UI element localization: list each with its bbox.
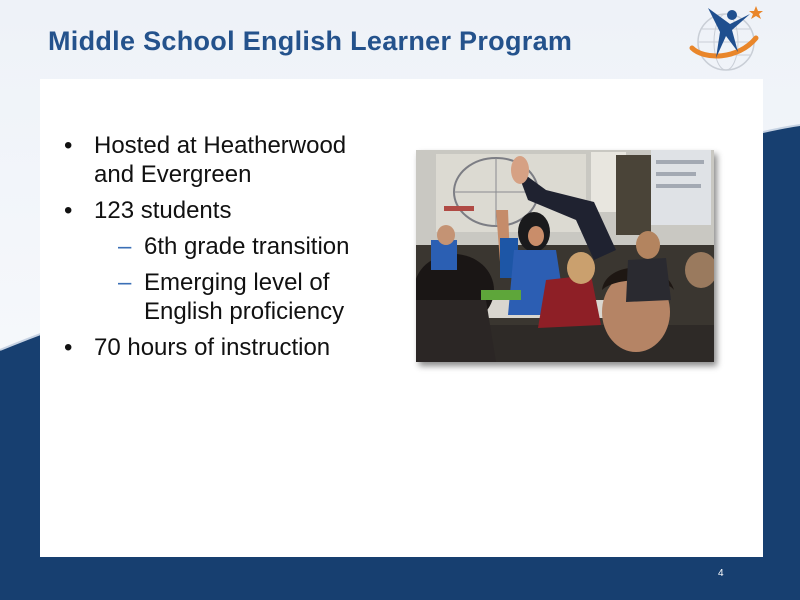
sub-bullet-item [64,268,384,326]
dash-marker: – [118,269,132,296]
globe-person-star-logo [686,2,766,74]
slide-title: Middle School English Learner Program [48,26,573,56]
sub-bullet-item [64,232,384,261]
bullet-item: • 123 students [64,196,384,225]
bullet-item: • 70 hours of instruction [64,333,384,362]
sub-bullet-text: 6th grade transition [144,233,350,260]
bullet-list [64,131,384,369]
dash-marker: – [118,233,132,260]
page-number: 4 [718,568,724,579]
sub-bullet-text: Emerging level of English proficiency [144,269,345,325]
classroom-photo [416,150,714,362]
bullet-item: • Hosted at Heatherwood and Evergreen [64,131,384,189]
content-panel [40,79,763,557]
